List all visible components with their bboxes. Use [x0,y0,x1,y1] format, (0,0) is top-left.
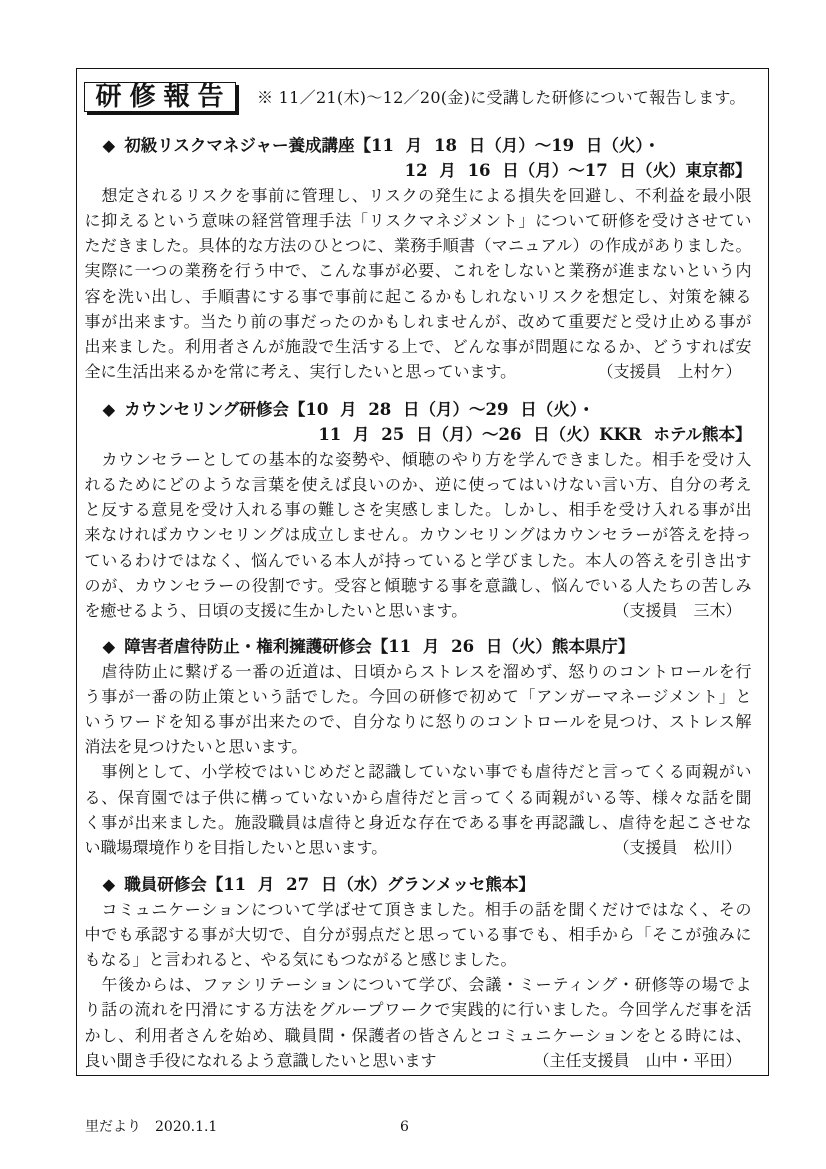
report-2-last-line [85,598,752,623]
diamond-bullet-icon: ◆ [102,875,116,894]
report-4-heading-text: 職員研修会【11 月 27 日（水）グランメッセ熊本】 [124,875,535,894]
report-4-body-line: かし、利用者さんを始め、職員間・保護者の皆さんとコミュニケーションをとる時には、 [84,1025,752,1045]
report-2-author: （支援員 三木） [613,600,742,620]
report-2-body-line: のが、カウンセラーの役割です。受容と傾聴する事を意識し、悩んでいる人たちの苦しみ [84,575,752,595]
diamond-bullet-icon: ◆ [102,400,116,419]
report-1 [85,133,752,384]
report-3-body-line: い職場環境作りを目指したいと思います。 [84,837,388,857]
report-4-body-line: 中でも承認する事が大切で、自分が弱点だと思っている事でも、相手から「そこが強みに [84,925,752,945]
report-3-body-line: る、保育園では子供に構っていないから虐待だと言ってくる両親がいる等、様々な話を聞 [84,787,752,807]
report-2-heading-text: カウンセリング研修会【10 月 28 日（月）～29 日（火）・ [124,400,595,419]
report-2-body-line: ているわけではなく、悩んでいる本人が持っていると学びました。本人の答えを引き出す [84,550,752,570]
report-1-body-line: 全に生活出来るかを常に考え、実行したいと思っています。 [84,361,517,381]
report-4-author: （主任支援員 山中・平田） [533,1050,742,1070]
footer-date: 2020.1.1 [155,1119,218,1135]
footer-publication [85,1116,217,1138]
page-number: 6 [400,1119,409,1135]
report-1-heading-line-1 [85,133,752,158]
report-1-last-line [85,359,752,384]
report-4-body-line: コミュニケーションについて学ばせて頂きました。相手の話を聞くだけではなく、その [101,900,752,920]
report-3-body-line: いうワードを知る事が出来たので、自分なりに怒りのコントロールを見つけ、ストレス解 [84,712,752,732]
report-3-body-line: 虐待防止に繋げる一番の近道は、日頃からストレスを溜めず、怒りのコントロールを行 [101,662,752,682]
report-4 [85,872,752,1073]
report-4-body-line: 良い聞き手役になれるよう意識したいと思います [84,1050,437,1070]
diamond-bullet-icon: ◆ [102,637,116,656]
report-1-body-line: ただきました。具体的な方法のひとつに、業務手順書（マニュアル）の作成がありました。 [84,236,752,256]
report-1-body-line: に抑えるという意味の経営管理手法「リスクマネジメント」について研修を受けさせてい [84,211,752,231]
report-2-body-line: カウンセラーとしての基本的な姿勢や、傾聴のやり方を学んできました。相手を受け入 [101,450,752,470]
footer-publication-name: 里だより [85,1119,141,1135]
report-4-heading-line-1 [85,872,752,897]
report-2 [85,397,752,623]
report-1-body-line: 想定されるリスクを事前に管理し、リスクの発生による損失を回避し、不利益を最小限 [101,186,752,206]
report-1-body-line: 容を洗い出し、手順書にする事で事前に起こるかもしれないリスクを想定し、対策を練る [84,286,752,306]
report-2-body-line: を癒せるよう、日頃の支援に生かしたいと思います。 [84,600,468,620]
report-4-body-line: 午後からは、ファシリテーションについて学び、会議・ミーティング・研修等の場でよ [101,975,752,995]
report-3-body-line: く事が出来ました。施設職員は虐待と身近な存在である事を再認識し、虐待を起こさせな [84,812,752,832]
report-1-body-line: 事が出来ます。当たり前の事だったのかもしれませんが、改めて重要だと受け止める事が [84,311,752,331]
report-1-author: （支援員 上村ケ） [597,361,742,381]
report-3-heading-line-1 [85,634,752,659]
report-3-body-line: 事例として、小学校ではいじめだと認識していない事でも虐待だと言ってくる両親がい [101,762,752,782]
report-3-heading-text: 障害者虐待防止・権利擁護研修会【11 月 26 日（火）熊本県庁】 [124,637,635,656]
page-title: 研修報告 [84,82,236,112]
report-2-heading-line-1 [85,397,752,422]
report-1-heading-text: 初級リスクマネジャー養成講座【11 月 18 日（月）～19 日（火）・ [124,136,661,155]
report-4-body-line: もなる」と言われると、やる気にもつながると感じました。 [84,950,517,970]
report-2-body-line: と反する意見を受け入れる事の難しさを実感しました。しかし、相手を受け入れる事が出 [84,500,752,520]
report-2-heading-line-2: 11 月 25 日（月）～26 日（火）KKR ホテル熊本】 [318,425,752,445]
report-4-body-line: り話の流れを円滑にする方法をグループワークで実践的に行いました。今回学んだ事を活 [84,1000,752,1020]
report-4-last-line [85,1048,752,1073]
report-1-body-line: 出来ました。利用者さんが施設で生活する上で、どんな事が問題になるか、どうすれば安 [84,336,752,356]
report-3 [85,634,752,860]
report-1-body-line: 実際に一つの業務を行う中で、こんな事が必要、これをしないと業務が進まないという内 [84,261,752,281]
report-3-author: （支援員 松川） [613,837,742,857]
report-3-last-line [85,835,752,860]
report-3-body-line: う事が一番の防止策という話でした。今回の研修で初めて「アンガーマネージメント」と [84,687,752,707]
diamond-bullet-icon: ◆ [102,136,116,155]
report-3-body-line: 消法を見つけたいと思います。 [84,737,308,757]
header-note: ※ 11／21(木)～12／20(金)に受講した研修について報告します。 [257,88,746,107]
report-2-body-line: 来なければカウンセリングは成立しません。カウンセリングはカウンセラーが答えを持っ [84,525,752,545]
report-frame [76,68,769,1076]
report-1-heading-line-2: 12 月 16 日（月）～17 日（火）東京都】 [404,161,752,181]
report-2-body-line: れるためにどのような言葉を使えば良いのか、逆に使ってはいけない言い方、自分の考え [84,475,752,495]
